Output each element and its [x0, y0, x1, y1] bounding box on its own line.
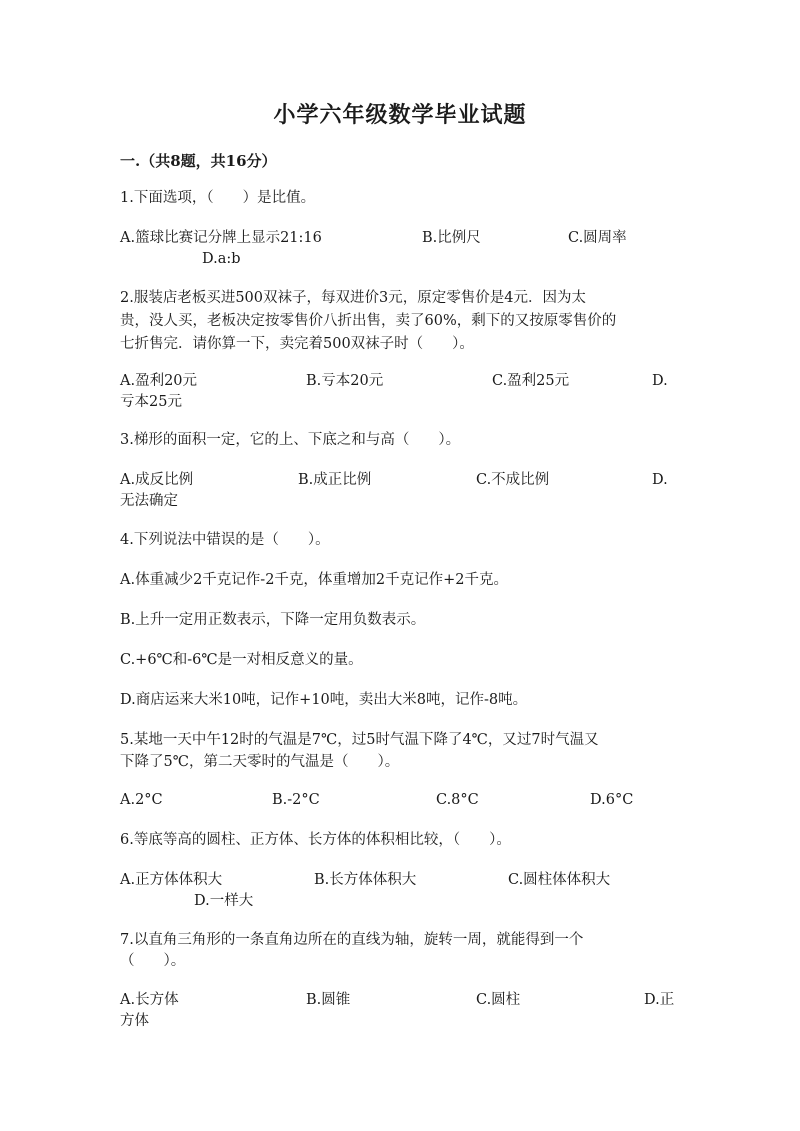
question-2-option-a: A.盈利20元: [120, 373, 198, 389]
question-4-stem: 4.下列说法中错误的是（ ）。: [120, 532, 330, 548]
question-5-line-1: 5.某地一天中午12时的气温是7℃，过5时气温下降了4℃，又过7时气温又: [120, 732, 599, 748]
question-2-line-3: 七折售完．请你算一下，卖完着500双袜子时（ ）。: [120, 336, 474, 352]
question-5-option-d: D.6°C: [590, 792, 634, 808]
question-1-option-c: C.圆周率: [568, 230, 627, 246]
question-2-option-c: C.盈利25元: [492, 373, 570, 389]
question-3-option-d-text: 无法确定: [120, 493, 178, 509]
question-4-option-b: B.上升一定用正数表示，下降一定用负数表示。: [120, 612, 426, 628]
question-7-option-d: D.正: [644, 992, 675, 1008]
question-7-option-a: A.长方体: [120, 992, 179, 1008]
question-6-option-a: A.正方体体积大: [120, 872, 223, 888]
question-7-line-2: （ ）。: [120, 953, 186, 969]
question-1-stem: 1.下面选项，（ ）是比值。: [120, 190, 316, 206]
question-2-option-b: B.亏本20元: [306, 373, 384, 389]
question-5-option-c: C.8°C: [436, 792, 479, 808]
section-heading: 一.（共8题，共16分）: [120, 152, 277, 170]
question-3-option-a: A.成反比例: [120, 472, 194, 488]
question-1-option-d: D.a:b: [202, 251, 241, 267]
question-6-option-d: D.一样大: [194, 893, 254, 909]
question-3-option-b: B.成正比例: [298, 472, 372, 488]
question-7-option-d-text: 方体: [120, 1013, 149, 1029]
question-4-option-c: C.+6℃和-6℃是一对相反意义的量。: [120, 652, 363, 668]
question-3-stem: 3.梯形的面积一定，它的上、下底之和与高（ ）。: [120, 432, 461, 448]
question-3-option-c: C.不成比例: [476, 472, 550, 488]
question-2-option-d: D.: [652, 373, 668, 389]
question-5-option-a: A.2°C: [120, 792, 163, 808]
question-6-option-b: B.长方体体积大: [314, 872, 417, 888]
question-2-line-2: 贵，没人买，老板决定按零售价八折出售，卖了60%，剩下的又按原零售价的: [120, 313, 617, 329]
question-2-line-1: 2.服装店老板买进500双袜子，每双进价3元，原定零售价是4元．因为太: [120, 290, 586, 306]
question-7-line-1: 7.以直角三角形的一条直角边所在的直线为轴，旋转一周，就能得到一个: [120, 932, 584, 948]
question-3-option-d: D.: [652, 472, 668, 488]
question-1-option-a: A.篮球比赛记分牌上显示21:16: [120, 230, 322, 246]
question-5-line-2: 下降了5℃，第二天零时的气温是（ ）。: [120, 754, 400, 770]
question-6-stem: 6.等底等高的圆柱、正方体、长方体的体积相比较，（ ）。: [120, 832, 511, 848]
question-2-option-d-text: 亏本25元: [120, 394, 182, 410]
question-5-option-b: B.-2°C: [272, 792, 320, 808]
question-1-option-b: B.比例尺: [422, 230, 481, 246]
page-title: 小学六年级数学毕业试题: [273, 102, 527, 128]
question-7-option-c: C.圆柱: [476, 992, 521, 1008]
question-4-option-a: A.体重减少2千克记作-2千克，体重增加2千克记作+2千克。: [120, 572, 509, 588]
question-6-option-c: C.圆柱体体积大: [508, 872, 611, 888]
question-7-option-b: B.圆锥: [306, 992, 351, 1008]
question-4-option-d: D.商店运来大米10吨，记作+10吨，卖出大米8吨，记作-8吨。: [120, 692, 528, 708]
